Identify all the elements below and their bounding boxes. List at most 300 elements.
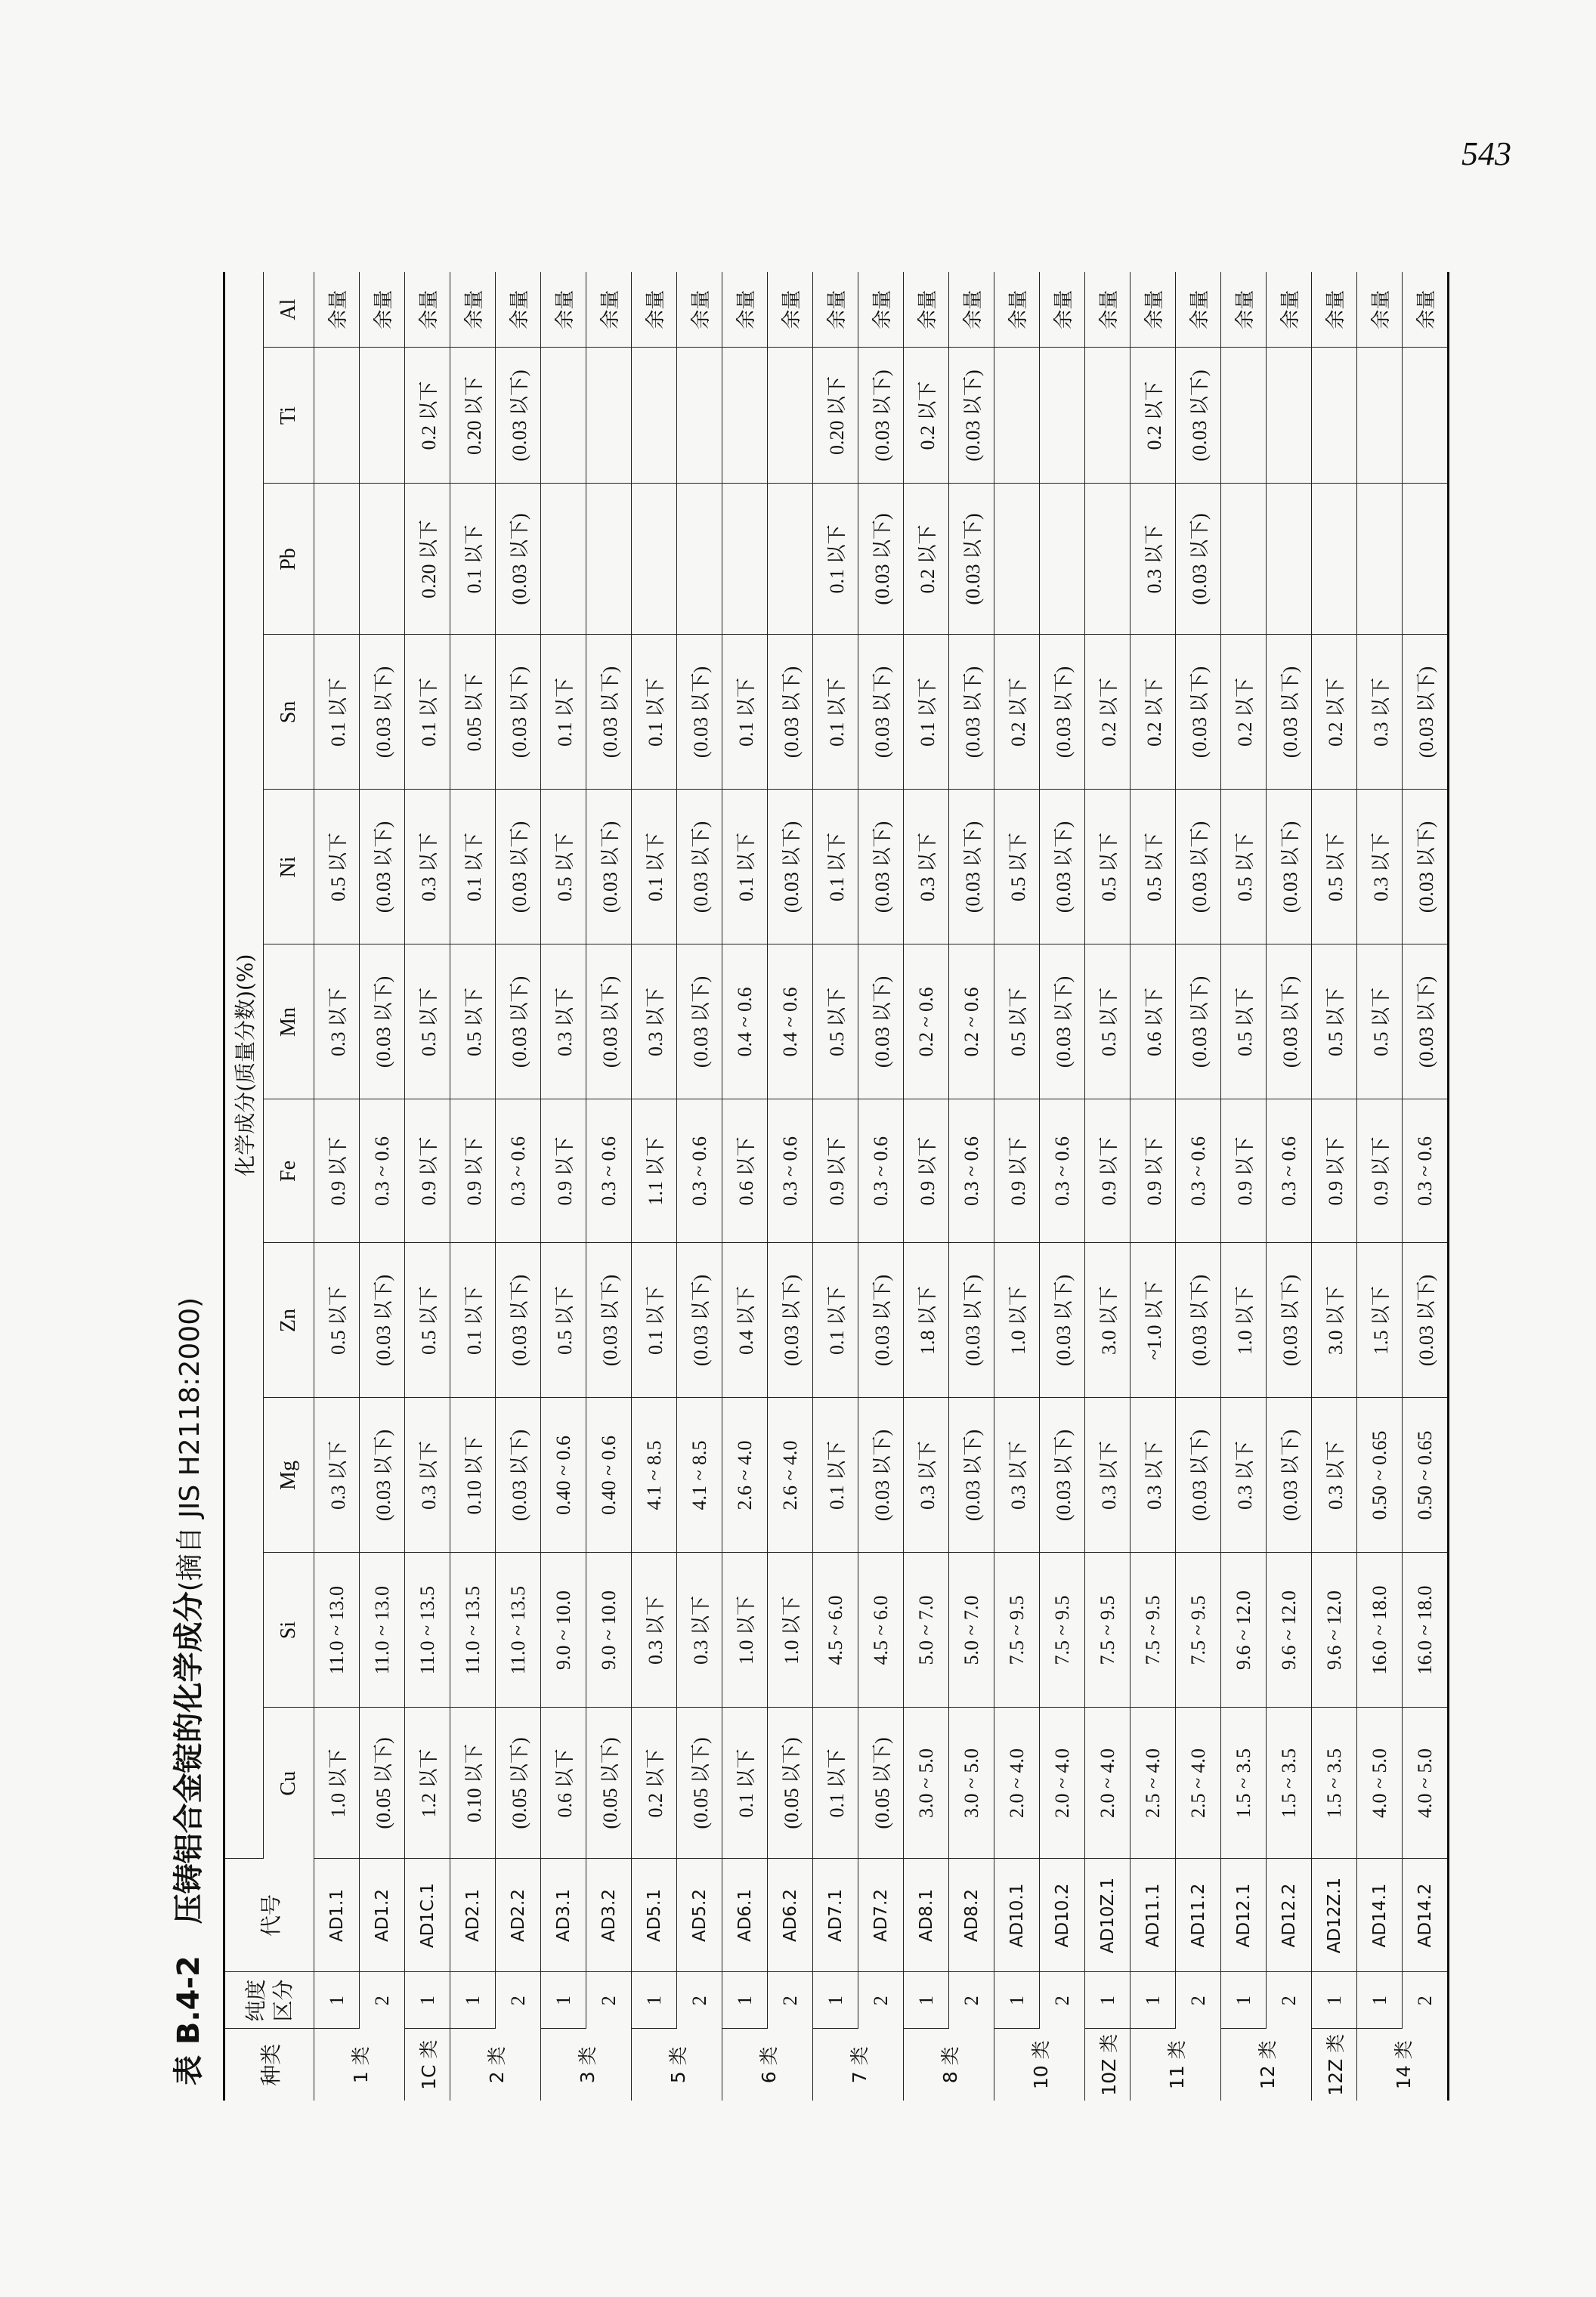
cell-fe: 0.9 以下: [450, 1099, 496, 1243]
cell-cu: 2.0 ~ 4.0: [1040, 1708, 1085, 1859]
table-row: [450, 272, 496, 2101]
cell-fe: 0.9 以下: [1221, 1099, 1267, 1243]
cell-purity: 2: [1176, 1972, 1221, 2029]
cell-pb: [1040, 484, 1085, 635]
cell-ni: 0.5 以下: [1130, 790, 1176, 944]
cell-cu: (0.05 以下): [768, 1708, 813, 1859]
cell-ni: 0.3 以下: [405, 790, 450, 944]
header-element-mn: Mn: [264, 944, 314, 1099]
header-element-sn: Sn: [264, 635, 314, 790]
page-number: 543: [1461, 135, 1511, 172]
cell-ti: (0.03 以下): [949, 348, 994, 484]
cell-ti: [541, 348, 586, 484]
table-row: [1085, 272, 1130, 2101]
cell-mn: (0.03 以下): [1040, 944, 1085, 1099]
cell-si: 7.5 ~ 9.5: [1176, 1553, 1221, 1708]
cell-cu: 2.5 ~ 4.0: [1176, 1708, 1221, 1859]
header-composition: 化学成分(质量分数)(%): [224, 272, 264, 1859]
cell-pb: [677, 484, 722, 635]
cell-ti: [1040, 348, 1085, 484]
cell-zn: (0.03 以下): [768, 1243, 813, 1398]
cell-mg: 0.3 以下: [1130, 1398, 1176, 1553]
cell-ni: 0.1 以下: [813, 790, 858, 944]
cell-zn: (0.03 以下): [949, 1243, 994, 1398]
cell-ti: 0.2 以下: [904, 348, 949, 484]
cell-ti: 0.2 以下: [405, 348, 450, 484]
cell-mn: (0.03 以下): [677, 944, 722, 1099]
cell-si: 11.0 ~ 13.5: [496, 1553, 541, 1708]
cell-pb: [994, 484, 1040, 635]
cell-ni: 0.5 以下: [541, 790, 586, 944]
cell-pb: 0.2 以下: [904, 484, 949, 635]
header-element-cu: Cu: [264, 1708, 314, 1859]
cell-kind: 10Z 类: [1085, 2029, 1130, 2101]
cell-mn: (0.03 以下): [1267, 944, 1312, 1099]
cell-mg: (0.03 以下): [1267, 1398, 1312, 1553]
cell-mg: (0.03 以下): [858, 1398, 904, 1553]
cell-mn: 0.4 ~ 0.6: [722, 944, 768, 1099]
cell-al: 余量: [858, 272, 904, 348]
cell-al: 余量: [1040, 272, 1085, 348]
cell-fe: 0.3 ~ 0.6: [768, 1099, 813, 1243]
cell-purity: 2: [496, 1972, 541, 2029]
cell-zn: 1.0 以下: [1221, 1243, 1267, 1398]
cell-code: AD7.2: [858, 1859, 904, 1972]
cell-fe: 0.3 ~ 0.6: [1267, 1099, 1312, 1243]
cell-mn: 0.5 以下: [405, 944, 450, 1099]
cell-mn: (0.03 以下): [858, 944, 904, 1099]
cell-fe: 0.3 ~ 0.6: [1176, 1099, 1221, 1243]
cell-ti: [1357, 348, 1403, 484]
cell-zn: ~1.0 以下: [1130, 1243, 1176, 1398]
header-element-al: Al: [264, 272, 314, 348]
cell-zn: 0.1 以下: [813, 1243, 858, 1398]
cell-kind: 11 类: [1130, 2029, 1221, 2101]
cell-si: 5.0 ~ 7.0: [904, 1553, 949, 1708]
cell-si: 0.3 以下: [677, 1553, 722, 1708]
cell-purity: 1: [405, 1972, 450, 2029]
cell-zn: 0.4 以下: [722, 1243, 768, 1398]
cell-mg: 4.1 ~ 8.5: [677, 1398, 722, 1553]
cell-ti: [1312, 348, 1357, 484]
cell-mn: 0.3 以下: [632, 944, 677, 1099]
cell-al: 余量: [1085, 272, 1130, 348]
table-row: [1176, 272, 1221, 2101]
cell-mg: 2.6 ~ 4.0: [722, 1398, 768, 1553]
header-element-ni: Ni: [264, 790, 314, 944]
cell-kind: 3 类: [541, 2029, 632, 2101]
table-row: [541, 272, 586, 2101]
cell-si: 9.6 ~ 12.0: [1312, 1553, 1357, 1708]
cell-fe: 0.9 以下: [1085, 1099, 1130, 1243]
cell-ni: 0.5 以下: [1312, 790, 1357, 944]
cell-pb: 0.3 以下: [1130, 484, 1176, 635]
cell-ti: [314, 348, 360, 484]
cell-ti: [677, 348, 722, 484]
cell-ni: 0.5 以下: [1085, 790, 1130, 944]
cell-si: 16.0 ~ 18.0: [1357, 1553, 1403, 1708]
cell-si: 7.5 ~ 9.5: [994, 1553, 1040, 1708]
cell-si: 7.5 ~ 9.5: [1040, 1553, 1085, 1708]
cell-si: 11.0 ~ 13.5: [450, 1553, 496, 1708]
cell-purity: 2: [586, 1972, 632, 2029]
header-element-zn: Zn: [264, 1243, 314, 1398]
cell-si: 9.6 ~ 12.0: [1221, 1553, 1267, 1708]
cell-al: 余量: [677, 272, 722, 348]
cell-purity: 2: [677, 1972, 722, 2029]
cell-si: 9.0 ~ 10.0: [541, 1553, 586, 1708]
cell-pb: [768, 484, 813, 635]
cell-fe: 0.3 ~ 0.6: [586, 1099, 632, 1243]
header-element-ti: Ti: [264, 348, 314, 484]
cell-cu: (0.05 以下): [586, 1708, 632, 1859]
cell-ti: [1267, 348, 1312, 484]
cell-code: AD8.1: [904, 1859, 949, 1972]
cell-kind: 5 类: [632, 2029, 722, 2101]
table-row: [496, 272, 541, 2101]
cell-mg: (0.03 以下): [1176, 1398, 1221, 1553]
cell-pb: [541, 484, 586, 635]
cell-code: AD1C.1: [405, 1859, 450, 1972]
cell-al: 余量: [1176, 272, 1221, 348]
cell-ni: 0.5 以下: [314, 790, 360, 944]
cell-pb: [1221, 484, 1267, 635]
cell-sn: (0.03 以下): [768, 635, 813, 790]
cell-si: 1.0 以下: [722, 1553, 768, 1708]
cell-cu: 1.5 ~ 3.5: [1267, 1708, 1312, 1859]
cell-zn: 0.5 以下: [541, 1243, 586, 1398]
composition-table: [223, 272, 1449, 2101]
cell-zn: 0.5 以下: [314, 1243, 360, 1398]
cell-code: AD10Z.1: [1085, 1859, 1130, 1972]
cell-purity: 1: [904, 1972, 949, 2029]
cell-fe: 0.3 ~ 0.6: [949, 1099, 994, 1243]
cell-code: AD1.2: [360, 1859, 405, 1972]
cell-sn: (0.03 以下): [360, 635, 405, 790]
cell-cu: 2.0 ~ 4.0: [1085, 1708, 1130, 1859]
cell-si: 0.3 以下: [632, 1553, 677, 1708]
cell-sn: (0.03 以下): [858, 635, 904, 790]
cell-sn: 0.2 以下: [1312, 635, 1357, 790]
table-row: [1221, 272, 1267, 2101]
cell-al: 余量: [632, 272, 677, 348]
cell-ti: 0.20 以下: [813, 348, 858, 484]
cell-si: 11.0 ~ 13.0: [314, 1553, 360, 1708]
cell-pb: (0.03 以下): [949, 484, 994, 635]
cell-al: 余量: [813, 272, 858, 348]
header-row-top: [224, 272, 264, 2101]
cell-purity: 1: [1085, 1972, 1130, 2029]
cell-sn: 0.1 以下: [722, 635, 768, 790]
cell-mn: 0.5 以下: [813, 944, 858, 1099]
cell-cu: (0.05 以下): [858, 1708, 904, 1859]
cell-mg: (0.03 以下): [496, 1398, 541, 1553]
cell-kind: 14 类: [1357, 2029, 1449, 2101]
cell-ni: (0.03 以下): [1403, 790, 1449, 944]
cell-mg: 0.50 ~ 0.65: [1403, 1398, 1449, 1553]
cell-ni: (0.03 以下): [360, 790, 405, 944]
cell-ti: [994, 348, 1040, 484]
table-row: [632, 272, 677, 2101]
cell-pb: [1357, 484, 1403, 635]
cell-pb: [722, 484, 768, 635]
cell-kind: 12Z 类: [1312, 2029, 1357, 2101]
cell-cu: 1.2 以下: [405, 1708, 450, 1859]
table-caption: [155, 272, 223, 2101]
cell-code: AD3.2: [586, 1859, 632, 1972]
cell-mn: (0.03 以下): [1176, 944, 1221, 1099]
cell-al: 余量: [1267, 272, 1312, 348]
cell-zn: (0.03 以下): [1403, 1243, 1449, 1398]
cell-sn: 0.1 以下: [314, 635, 360, 790]
cell-fe: 1.1 以下: [632, 1099, 677, 1243]
cell-purity: 1: [813, 1972, 858, 2029]
cell-si: 7.5 ~ 9.5: [1085, 1553, 1130, 1708]
cell-ti: (0.03 以下): [1176, 348, 1221, 484]
cell-zn: 0.5 以下: [405, 1243, 450, 1398]
cell-zn: 0.1 以下: [450, 1243, 496, 1398]
cell-al: 余量: [1403, 272, 1449, 348]
cell-ni: 0.3 以下: [904, 790, 949, 944]
cell-sn: (0.03 以下): [1267, 635, 1312, 790]
cell-purity: 2: [1267, 1972, 1312, 2029]
cell-ti: 0.20 以下: [450, 348, 496, 484]
cell-ti: [768, 348, 813, 484]
cell-cu: 4.0 ~ 5.0: [1357, 1708, 1403, 1859]
cell-fe: 0.9 以下: [405, 1099, 450, 1243]
cell-ni: (0.03 以下): [858, 790, 904, 944]
cell-mg: 0.10 以下: [450, 1398, 496, 1553]
cell-purity: 2: [949, 1972, 994, 2029]
cell-zn: (0.03 以下): [1176, 1243, 1221, 1398]
cell-zn: (0.03 以下): [586, 1243, 632, 1398]
table-row: [994, 272, 1040, 2101]
cell-sn: 0.3 以下: [1357, 635, 1403, 790]
cell-fe: 0.6 以下: [722, 1099, 768, 1243]
cell-ti: [722, 348, 768, 484]
cell-code: AD5.2: [677, 1859, 722, 1972]
cell-fe: 0.9 以下: [1357, 1099, 1403, 1243]
cell-zn: 3.0 以下: [1085, 1243, 1130, 1398]
cell-pb: (0.03 以下): [496, 484, 541, 635]
cell-sn: (0.03 以下): [1176, 635, 1221, 790]
cell-ni: 0.1 以下: [632, 790, 677, 944]
cell-al: 余量: [1312, 272, 1357, 348]
table-row: [722, 272, 768, 2101]
cell-sn: 0.1 以下: [405, 635, 450, 790]
cell-mg: 0.1 以下: [813, 1398, 858, 1553]
cell-kind: 7 类: [813, 2029, 904, 2101]
cell-code: AD10.2: [1040, 1859, 1085, 1972]
cell-ti: (0.03 以下): [858, 348, 904, 484]
header-row-elements: [264, 272, 314, 2101]
header-kind: 种类: [224, 2029, 314, 2101]
cell-purity: 1: [1312, 1972, 1357, 2029]
cell-purity: 1: [541, 1972, 586, 2029]
cell-purity: 2: [1040, 1972, 1085, 2029]
cell-mn: 0.5 以下: [450, 944, 496, 1099]
cell-kind: 12 类: [1221, 2029, 1312, 2101]
cell-ti: [1221, 348, 1267, 484]
cell-ni: (0.03 以下): [1176, 790, 1221, 944]
cell-fe: 0.9 以下: [541, 1099, 586, 1243]
cell-mn: 0.2 ~ 0.6: [904, 944, 949, 1099]
cell-pb: (0.03 以下): [1176, 484, 1221, 635]
cell-mn: 0.2 ~ 0.6: [949, 944, 994, 1099]
cell-code: AD7.1: [813, 1859, 858, 1972]
cell-mn: 0.3 以下: [314, 944, 360, 1099]
cell-sn: (0.03 以下): [949, 635, 994, 790]
cell-kind: 8 类: [904, 2029, 994, 2101]
cell-cu: 0.1 以下: [722, 1708, 768, 1859]
cell-mg: 0.40 ~ 0.6: [586, 1398, 632, 1553]
cell-ni: (0.03 以下): [949, 790, 994, 944]
cell-sn: 0.05 以下: [450, 635, 496, 790]
cell-mg: (0.03 以下): [949, 1398, 994, 1553]
cell-al: 余量: [314, 272, 360, 348]
cell-cu: 1.5 ~ 3.5: [1312, 1708, 1357, 1859]
cell-kind: 6 类: [722, 2029, 813, 2101]
cell-al: 余量: [1221, 272, 1267, 348]
cell-code: AD10.1: [994, 1859, 1040, 1972]
cell-fe: 0.3 ~ 0.6: [1403, 1099, 1449, 1243]
cell-cu: 3.0 ~ 5.0: [949, 1708, 994, 1859]
cell-mn: (0.03 以下): [496, 944, 541, 1099]
cell-fe: 0.3 ~ 0.6: [1040, 1099, 1085, 1243]
table-row: [360, 272, 405, 2101]
cell-zn: 1.5 以下: [1357, 1243, 1403, 1398]
table-row: [904, 272, 949, 2101]
cell-mn: 0.4 ~ 0.6: [768, 944, 813, 1099]
table-row: [1267, 272, 1312, 2101]
table-row: [405, 272, 450, 2101]
cell-si: 7.5 ~ 9.5: [1130, 1553, 1176, 1708]
cell-kind: 1 类: [314, 2029, 405, 2101]
cell-ni: (0.03 以下): [677, 790, 722, 944]
cell-pb: 0.20 以下: [405, 484, 450, 635]
cell-code: AD6.1: [722, 1859, 768, 1972]
cell-mg: 0.3 以下: [1312, 1398, 1357, 1553]
table-row: [586, 272, 632, 2101]
cell-al: 余量: [949, 272, 994, 348]
caption-label: 表 B.4-2: [172, 1955, 206, 2085]
cell-pb: [314, 484, 360, 635]
cell-pb: [1085, 484, 1130, 635]
cell-cu: (0.05 以下): [496, 1708, 541, 1859]
cell-sn: 0.2 以下: [1085, 635, 1130, 790]
cell-mg: 0.3 以下: [1221, 1398, 1267, 1553]
cell-ni: (0.03 以下): [1267, 790, 1312, 944]
cell-al: 余量: [360, 272, 405, 348]
header-element-fe: Fe: [264, 1099, 314, 1243]
cell-ni: 0.1 以下: [722, 790, 768, 944]
cell-pb: [360, 484, 405, 635]
table-row: [1130, 272, 1176, 2101]
cell-mn: 0.6 以下: [1130, 944, 1176, 1099]
cell-pb: [1267, 484, 1312, 635]
cell-code: AD11.1: [1130, 1859, 1176, 1972]
cell-ti: 0.2 以下: [1130, 348, 1176, 484]
cell-si: 11.0 ~ 13.5: [405, 1553, 450, 1708]
header-code: 代号: [224, 1859, 314, 1972]
cell-mn: 0.5 以下: [994, 944, 1040, 1099]
cell-sn: 0.2 以下: [994, 635, 1040, 790]
cell-al: 余量: [541, 272, 586, 348]
cell-mn: 0.5 以下: [1221, 944, 1267, 1099]
rotated-table-frame: [155, 272, 1596, 2101]
cell-mn: 0.3 以下: [541, 944, 586, 1099]
cell-purity: 1: [1357, 1972, 1403, 2029]
cell-cu: 0.1 以下: [813, 1708, 858, 1859]
table-row: [768, 272, 813, 2101]
cell-purity: 1: [1221, 1972, 1267, 2029]
cell-al: 余量: [405, 272, 450, 348]
cell-fe: 0.3 ~ 0.6: [360, 1099, 405, 1243]
table-row: [813, 272, 858, 2101]
cell-ti: [360, 348, 405, 484]
cell-mn: 0.5 以下: [1357, 944, 1403, 1099]
table-body: [314, 272, 1449, 2101]
cell-purity: 1: [314, 1972, 360, 2029]
cell-zn: (0.03 以下): [496, 1243, 541, 1398]
cell-code: AD3.1: [541, 1859, 586, 1972]
cell-al: 余量: [904, 272, 949, 348]
cell-fe: 0.9 以下: [1312, 1099, 1357, 1243]
header-element-pb: Pb: [264, 484, 314, 635]
table-row: [1357, 272, 1403, 2101]
cell-fe: 0.9 以下: [994, 1099, 1040, 1243]
cell-si: 16.0 ~ 18.0: [1403, 1553, 1449, 1708]
cell-purity: 1: [994, 1972, 1040, 2029]
cell-ni: (0.03 以下): [586, 790, 632, 944]
cell-zn: (0.03 以下): [1267, 1243, 1312, 1398]
cell-mn: 0.5 以下: [1312, 944, 1357, 1099]
cell-pb: (0.03 以下): [858, 484, 904, 635]
cell-purity: 2: [768, 1972, 813, 2029]
cell-cu: 0.10 以下: [450, 1708, 496, 1859]
cell-kind: 2 类: [450, 2029, 541, 2101]
cell-pb: [586, 484, 632, 635]
cell-mg: 0.50 ~ 0.65: [1357, 1398, 1403, 1553]
table-row: [1403, 272, 1449, 2101]
cell-mn: (0.03 以下): [586, 944, 632, 1099]
cell-mn: (0.03 以下): [1403, 944, 1449, 1099]
cell-si: 1.0 以下: [768, 1553, 813, 1708]
cell-purity: 1: [1130, 1972, 1176, 2029]
cell-cu: 0.2 以下: [632, 1708, 677, 1859]
cell-si: 5.0 ~ 7.0: [949, 1553, 994, 1708]
cell-code: AD14.1: [1357, 1859, 1403, 1972]
cell-purity: 1: [632, 1972, 677, 2029]
cell-sn: (0.03 以下): [1040, 635, 1085, 790]
cell-purity: 1: [450, 1972, 496, 2029]
cell-si: 11.0 ~ 13.0: [360, 1553, 405, 1708]
cell-ti: [1085, 348, 1130, 484]
cell-sn: (0.03 以下): [1403, 635, 1449, 790]
cell-al: 余量: [586, 272, 632, 348]
cell-al: 余量: [450, 272, 496, 348]
cell-fe: 0.9 以下: [1130, 1099, 1176, 1243]
cell-sn: 0.1 以下: [541, 635, 586, 790]
cell-mg: 0.3 以下: [904, 1398, 949, 1553]
table-row: [1312, 272, 1357, 2101]
cell-cu: 4.0 ~ 5.0: [1403, 1708, 1449, 1859]
cell-kind: 10 类: [994, 2029, 1085, 2101]
cell-fe: 0.3 ~ 0.6: [677, 1099, 722, 1243]
cell-fe: 0.3 ~ 0.6: [496, 1099, 541, 1243]
cell-zn: 1.8 以下: [904, 1243, 949, 1398]
cell-purity: 2: [360, 1972, 405, 2029]
